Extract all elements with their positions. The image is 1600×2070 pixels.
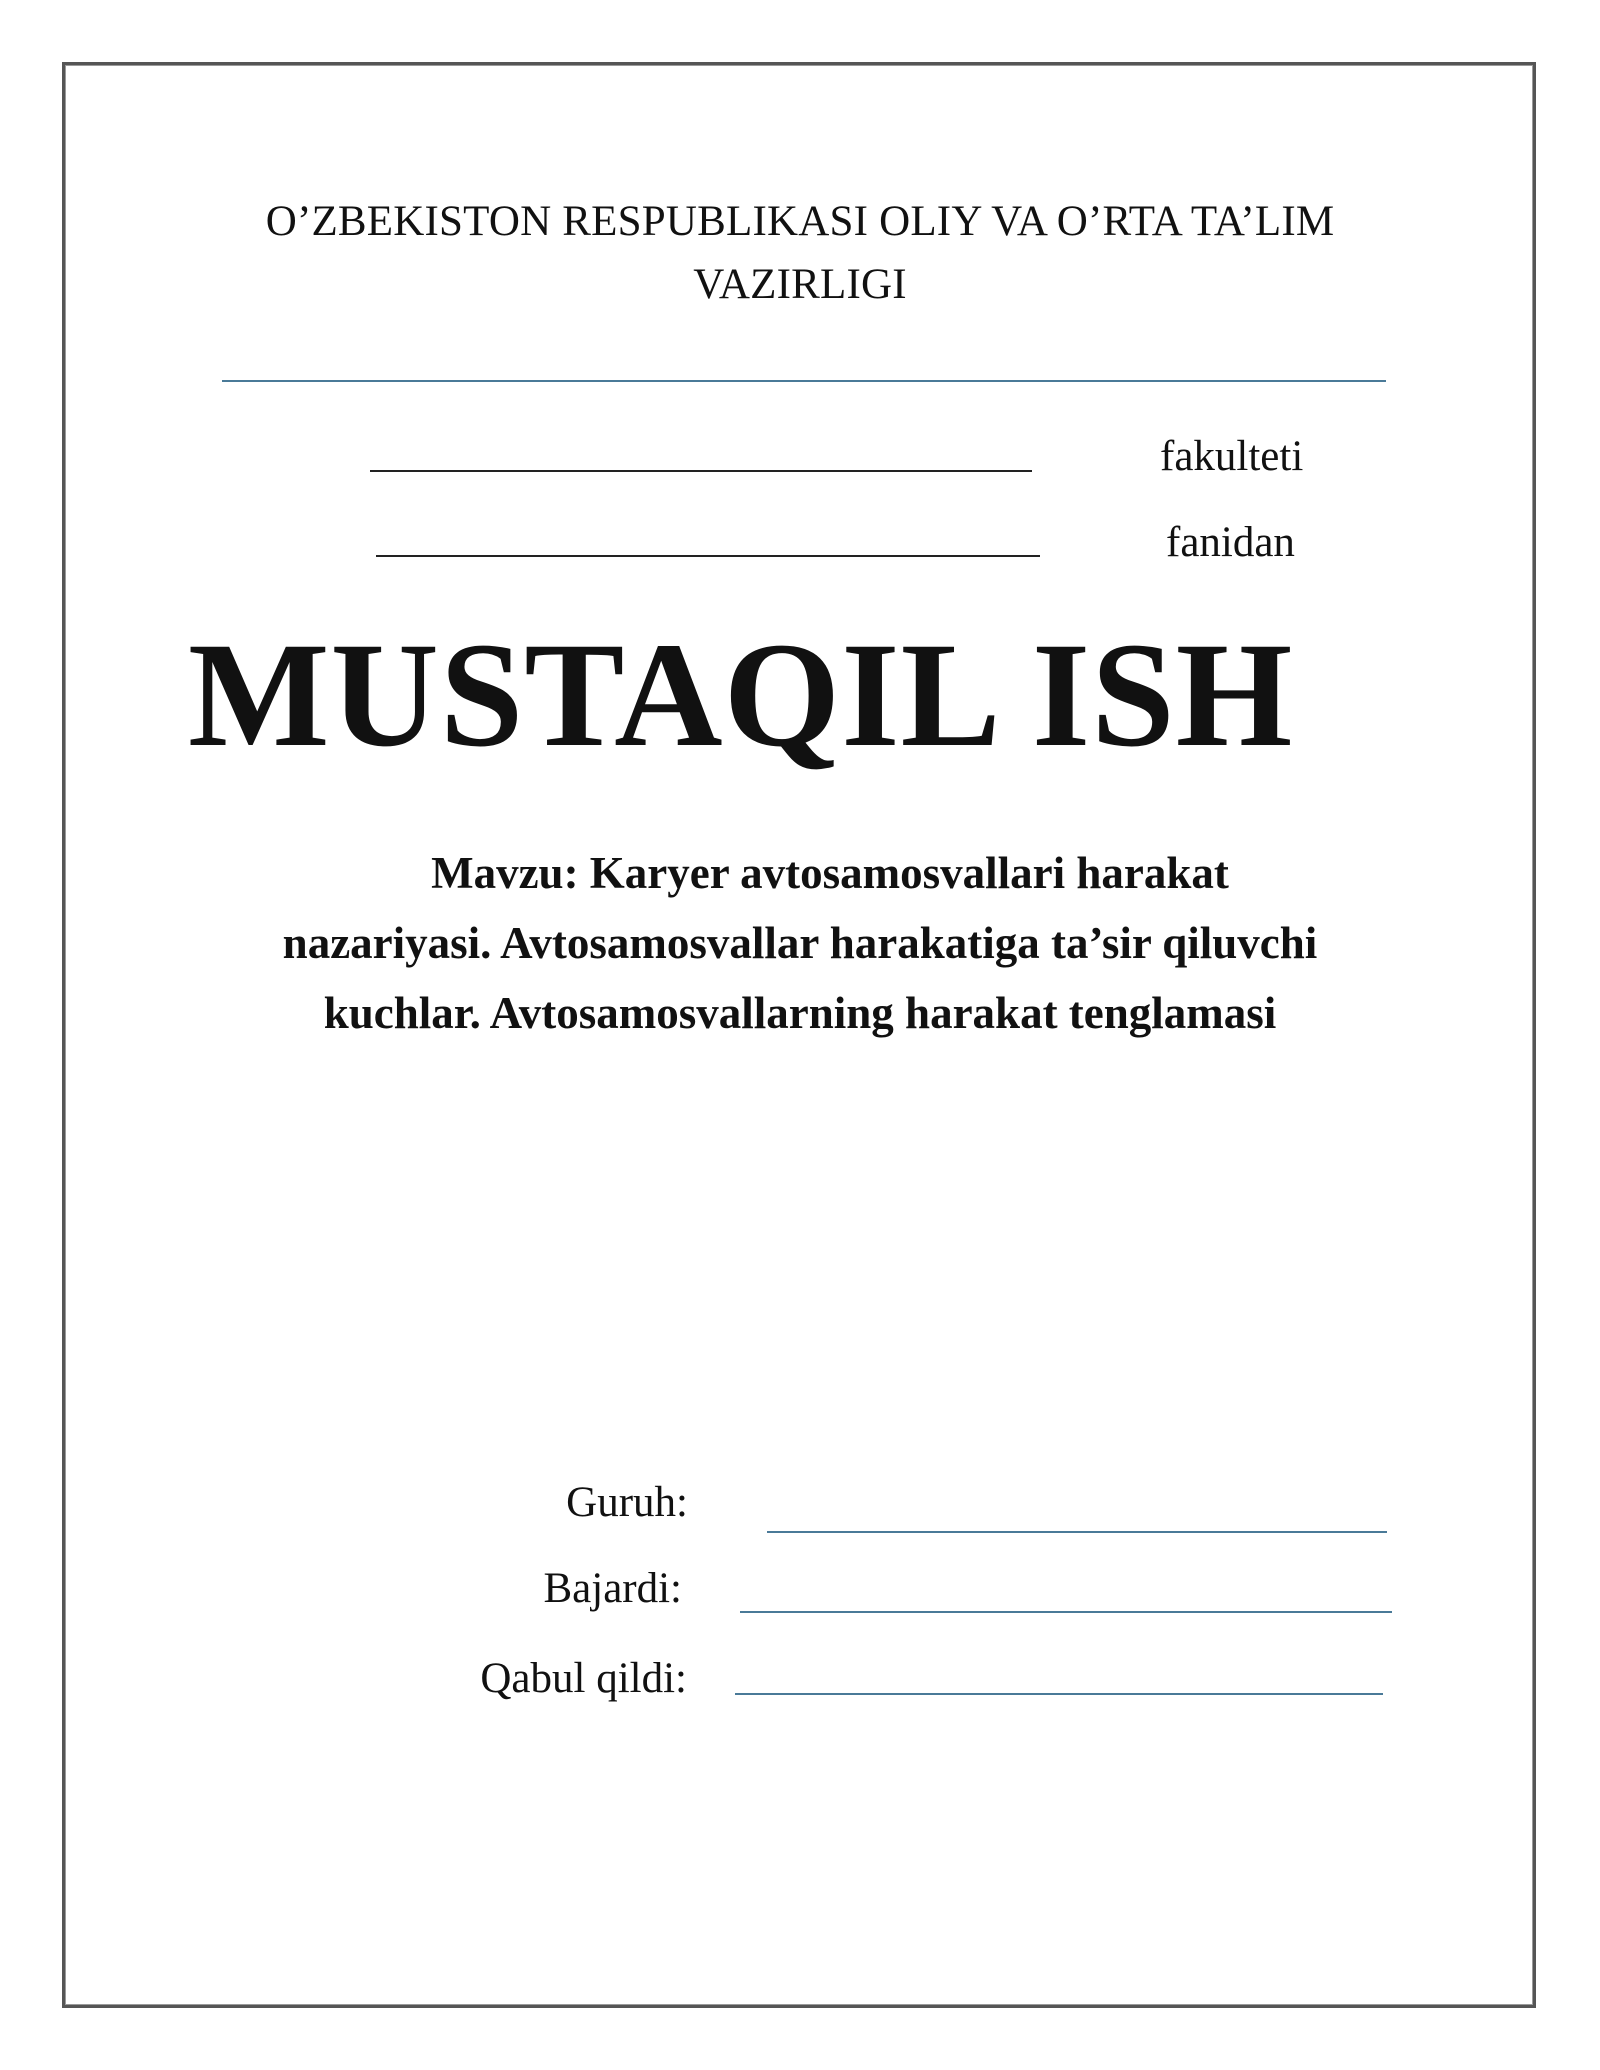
faculty-blank-line <box>370 470 1032 472</box>
ministry-line-2: VAZIRLIGI <box>693 261 907 308</box>
topic-line-1: Mavzu: Karyer avtosamosvallari harakat <box>431 848 1229 898</box>
done-by-blank-line <box>740 1611 1392 1613</box>
group-label: Guruh: <box>566 1479 688 1526</box>
ministry-line-1: O’ZBEKISTON RESPUBLIKASI OLIY VA O’RTA TA’LIM <box>265 198 1335 245</box>
ministry-heading <box>150 190 1450 316</box>
university-name-line <box>222 380 1386 382</box>
done-by-label: Bajardi: <box>543 1565 682 1612</box>
subject-label: fanidan <box>1166 519 1295 566</box>
topic-block <box>180 838 1420 1048</box>
accepted-by-blank-line <box>735 1693 1383 1695</box>
group-blank-line <box>767 1531 1387 1533</box>
faculty-label: fakulteti <box>1160 433 1304 480</box>
topic-line-3: kuchlar. Avtosamosvallarning harakat tenglamasi <box>323 988 1277 1038</box>
document-title: MUSTAQIL ISH <box>188 612 1294 778</box>
topic-line-2: nazariyasi. Avtosamosvallar harakatiga ta’sir qiluvchi <box>282 918 1318 968</box>
accepted-by-label: Qabul qildi: <box>480 1655 687 1702</box>
subject-blank-line <box>376 555 1040 557</box>
